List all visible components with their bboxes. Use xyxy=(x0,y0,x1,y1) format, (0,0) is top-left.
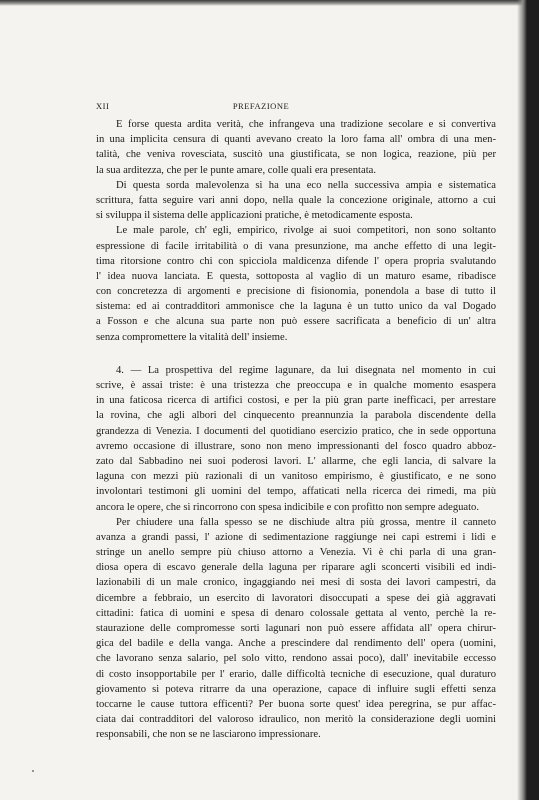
text-line: espressione di facile irritabilità o di vana presunzione, ma anche effetto di una legit- xyxy=(96,240,496,252)
text-line: diosa opera di escavo generale della laguna per riparare agli sconcerti visibili ed indi- xyxy=(96,562,496,574)
text-line: a Fosson e che alcuna sua parte non può essere sacrificata a beneficio di un' altra xyxy=(96,316,496,328)
text-line: si sviluppa il sistema delle applicazioni pratiche, è metodicamente esposta. xyxy=(96,210,413,222)
text-line: cittadini: fatica di uomini e spesa di denaro colossale gettata al vento, perchè la re- xyxy=(96,607,496,619)
text-line: lazionabili di un male cronico, ingaggiando nei mesi di sosta dei lavori campestri, da xyxy=(96,577,496,589)
body-text xyxy=(96,117,496,743)
text-line: responsabili, che non se ne lasciarono impressionare. xyxy=(96,729,321,741)
text-line: 4. — La prospettiva del regime lagunare, da lui disegnata nel momento in cui xyxy=(116,364,496,376)
text-line: stringe un anello sempre più chiuso attorno a Venezia. Vi è chi parla di una gran- xyxy=(96,547,496,559)
text-line: di costo insopportabile per l' erario, dalle difficoltà tecniche di esecuzione, qual duraturo xyxy=(96,668,496,680)
text-line: Di questa sorda malevolenza si ha una eco nella successiva ampia e sistematica xyxy=(116,179,496,191)
text-line: grandezza di Venezia. I documenti del quotidiano esercizio pratico, che in sede opportuna xyxy=(96,425,496,437)
text-line: giovamento si poteva ritrarre da una operazione, capace di influire sugli effetti senza xyxy=(96,683,496,695)
text-line: che lavorano senza salario, pel solo vitto, rendono assai poco), dall' inevitabile eccesso xyxy=(96,653,496,665)
text-line: gica del badile e della vanga. Anche a prescindere dal rendimento dell' opera (uomini, xyxy=(96,638,496,650)
text-line: talità, che veniva rovesciata, suscitò una giustificata, se non logica, reazione, più per xyxy=(96,149,496,161)
text-line: l' idea nuova lanciata. E questa, sottoposta al vaglio di un maturo esame, ribadisce xyxy=(96,270,496,282)
text-line: sistema: ed ai contradditori ammonisce che la laguna è un tutto unico da val Dogado xyxy=(96,301,496,313)
text-line: tima ritorsione contro chi con spicciola maldicenza difende l' opera propria svalutando xyxy=(96,255,496,267)
text-line: la sua arditezza, che per le punte amare, colle quali era presentata. xyxy=(96,164,376,176)
text-line: la rovina, che agli albori del cinquecento preannunzia la parabola discendente della xyxy=(96,410,496,422)
text-line: Le male parole, ch' egli, empirico, rivolge ai suoi competitori, non sono soltanto xyxy=(116,225,496,237)
text-line: in una faticosa ricerca di artifici costosi, e per la più gran parte inefficaci, per arrestare xyxy=(96,395,496,407)
text-line: ciata dai contradditori del valoroso idraulico, non meritò la considerazione degli uomini xyxy=(96,714,496,726)
page-number: XII xyxy=(96,101,110,111)
text-line: zato dal Sabbadino nei suoi poderosi lavori. L' allarme, che egli lancia, di salvare la xyxy=(96,455,496,467)
text-line: Per chiudere una falla spesso se ne dischiude altra più grossa, mentre il canneto xyxy=(116,516,496,528)
text-line: staurazione delle compromesse sorti lagunari non può essere affidata all' opera chirur- xyxy=(96,623,496,634)
section-gap xyxy=(96,345,496,363)
paragraph xyxy=(96,223,496,345)
scan-speck xyxy=(32,770,34,772)
text-line: toccarne le cause tuttora efficenti? Per buona sorte quest' idea peregrina, se pur affac- xyxy=(96,698,496,710)
paragraph xyxy=(96,178,496,224)
text-line: con concretezza di argomenti e precisione di fisionomia, ponendola a base di tutto il xyxy=(96,286,496,298)
paragraph xyxy=(96,515,496,743)
text-line: dicembre a febbraio, un esercito di lavoratori disoccupati a spese dei già aggravati xyxy=(96,592,496,604)
text-line: senza compromettere la vitalità dell' insieme. xyxy=(96,331,288,343)
running-title: PREFAZIONE xyxy=(232,101,290,111)
text-line: avremo occasione di illustrare, sono non meno impressionanti del fosco quadro abboz- xyxy=(96,440,496,452)
text-line: involontari testimoni gli uomini del tempo, affaticati nella ricerca dei rimedi, ma più xyxy=(96,486,496,498)
text-line: laguna con mezzi più razionali di un vanitoso empirismo, è giustificato, e ne sono xyxy=(96,471,496,483)
text-line: in una implicita censura di quanti avevano creato la loro fama all' ombra di una men- xyxy=(96,134,496,146)
text-line: E forse questa ardita verità, che infrangeva una tradizione secolare e si convertiva xyxy=(116,119,496,130)
paragraph xyxy=(96,117,496,178)
text-line: ancora le opere, che si rincorrono con spesa indicibile e con profitto non sempre adeguato. xyxy=(96,501,479,513)
running-head xyxy=(96,101,426,115)
text-line: avanza a grandi passi, l' azione di sedimentazione raggiunge nei capi estremi i lidi e xyxy=(96,531,496,543)
text-line: scrittura, fatta seguire vari anni dopo, nella quale la concezione originale, attorno a cui xyxy=(96,194,496,206)
text-line: scrive, è assai triste: è una tristezza che preoccupa e in qualche momento esaspera xyxy=(96,380,496,391)
paragraph xyxy=(96,363,496,515)
